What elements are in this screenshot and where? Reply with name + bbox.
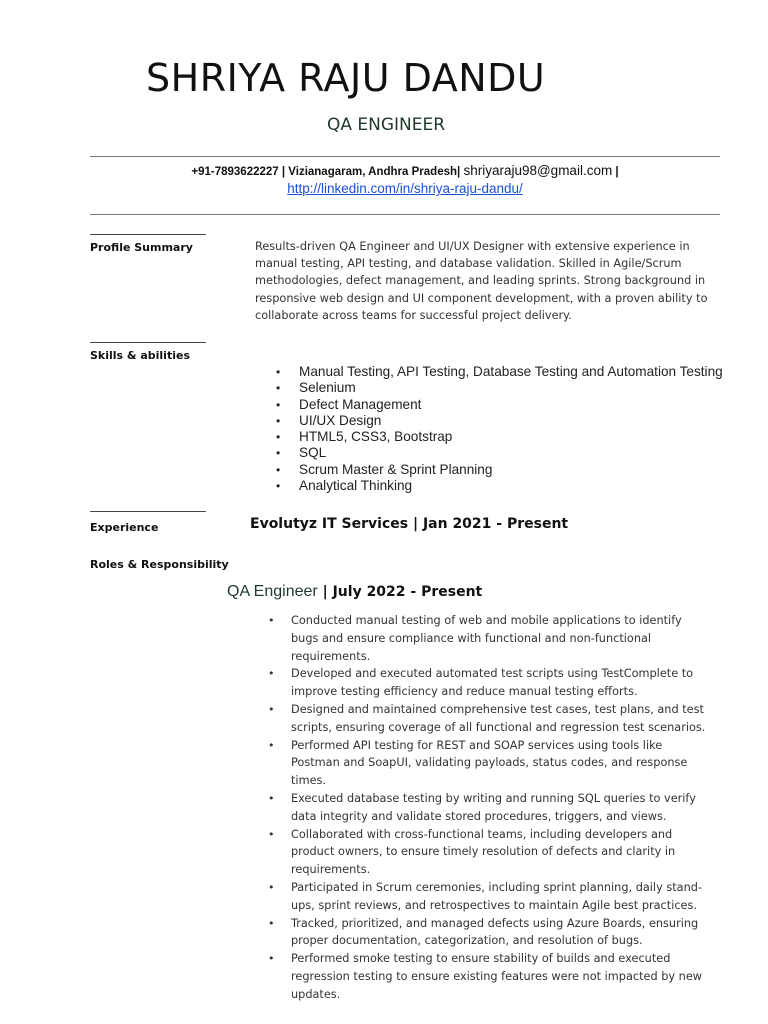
responsibility-item: • Executed database testing by writing and running SQL queries to verify data integrity and validate stored procedures, triggers, and views. [268,790,708,826]
experience-title: Experience [90,521,159,534]
section-rule-experience [90,511,206,512]
responsibility-item: • Designed and maintained comprehensive test cases, test plans, and test scripts, ensuring coverage of all functional and regression test scenarios. [268,701,708,737]
skill-item: • HTML5, CSS3, Bootstrap [276,429,723,445]
contact-line: +91-7893622227 | Vizianagaram, Andhra Pradesh| shriyaraju98@gmail.com | [191,163,619,178]
location: Vizianagaram, Andhra Pradesh [288,166,458,178]
profile-summary-text: Results-driven QA Engineer and UI/UX Designer with extensive experience in manual testing, API testing, and database validation. Skilled in Agile/Scrum methodologies, defect management, and leading sprints. Strong background in responsive web design and UI component development, with a proven ability to collaborate across teams for successful project delivery. [255,240,708,322]
linkedin-link[interactable]: http://linkedin.com/in/shriya-raju-dandu/ [287,181,523,196]
skill-item: • Selenium [276,380,723,396]
responsibility-item: • Performed smoke testing to ensure stability of builds and executed regression testing to ensure existing features were not impacted by new updates. [268,950,708,1003]
job-dates: | July 2022 - Present [317,584,483,600]
job-role-heading: QA ENGINEER [326,115,446,135]
section-rule-profile [90,234,206,235]
responsibility-item: • Developed and executed automated test scripts using TestComplete to improve testing efficiency and reduce manual testing efforts. [268,665,708,701]
skills-list [276,364,723,494]
responsibility-item: • Collaborated with cross-functional teams, including developers and product owners, to ensure timely resolution of defects and clarity in requirements. [268,826,708,879]
company-line: Evolutyz IT Services | Jan 2021 - Present [250,516,569,532]
email-address[interactable]: shriyaraju98@gmail.com [463,163,613,178]
profile-summary-title: Profile Summary [90,241,193,254]
responsibility-item: • Conducted manual testing of web and mobile applications to identify bugs and ensure compliance with functional and non-functional requirements. [268,612,708,665]
skill-item: • Defect Management [276,397,723,413]
responsibility-item: • Tracked, prioritized, and managed defects using Azure Boards, ensuring proper documentation, categorization, and resolution of bugs. [268,915,708,951]
roles-title: Roles & Responsibility [90,558,229,571]
skill-item: • Scrum Master & Sprint Planning [276,462,723,478]
responsibility-item: • Participated in Scrum ceremonies, including sprint planning, daily stand-ups, sprint reviews, and retrospectives to maintain Agile best practices. [268,879,708,915]
phone-number: +91-7893622227 [191,166,279,178]
job-title-line [227,581,482,601]
responsibility-item: • Performed API testing for REST and SOAP services using tools like Postman and SoapUI, validating payloads, status codes, and response times. [268,737,708,790]
job-title: QA Engineer [227,583,318,600]
skill-item: • SQL [276,445,723,461]
skill-item: • Analytical Thinking [276,478,723,494]
header-divider-bottom [90,214,720,215]
responsibilities-list [268,612,708,1004]
skill-item: • UI/UX Design [276,413,723,429]
candidate-name: SHRIYA RAJU DANDU [146,56,546,100]
header-divider-top [90,156,720,157]
skill-item: • Manual Testing, API Testing, Database Testing and Automation Testing [276,364,723,380]
section-rule-skills [90,342,206,343]
skills-title: Skills & abilities [90,349,190,362]
